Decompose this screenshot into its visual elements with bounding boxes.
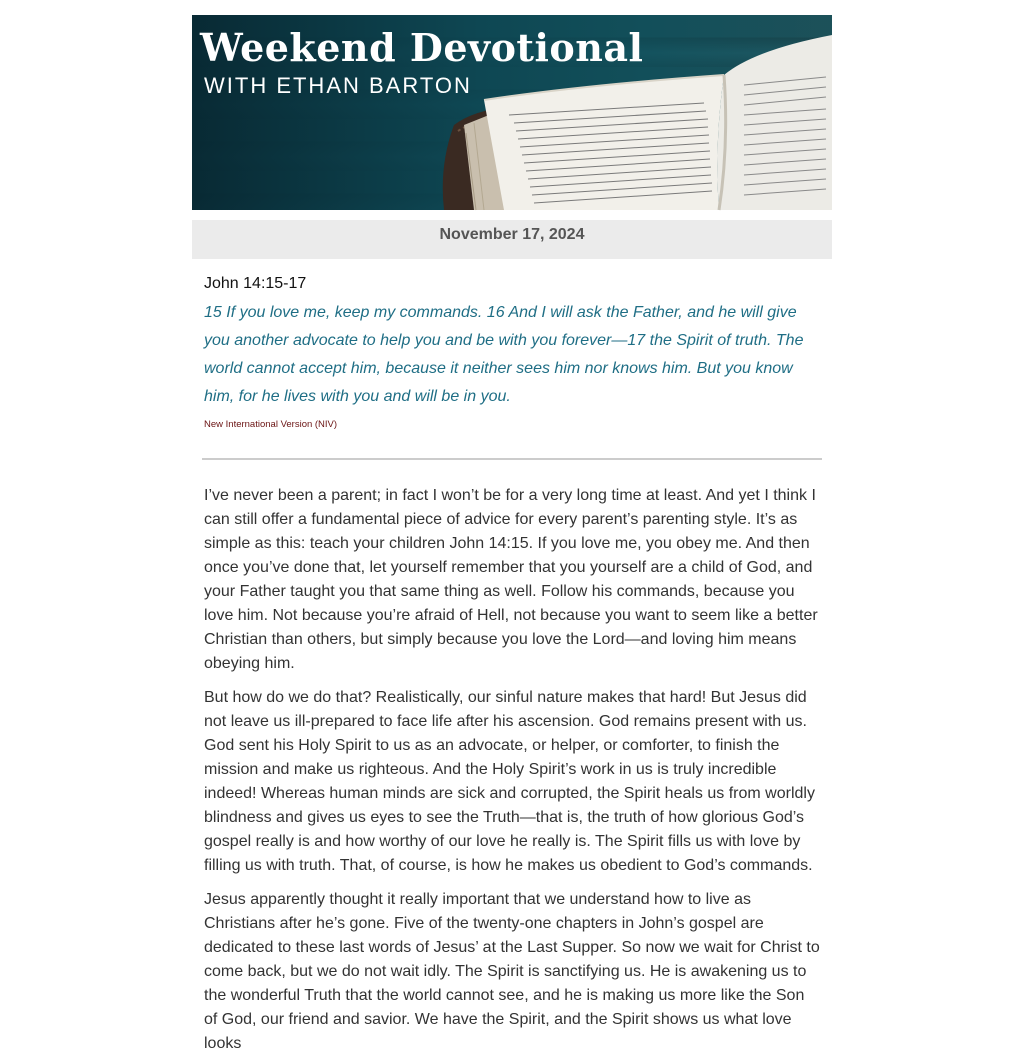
date-bar: November 17, 2024 <box>192 220 832 259</box>
banner-title: Weekend Devotional <box>200 25 644 70</box>
scripture-section <box>192 259 832 430</box>
scripture-reference: John 14:15-17 <box>204 275 307 292</box>
devotional-body <box>192 460 832 1056</box>
scripture-text: 15 If you love me, keep my commands. 16 And I will ask the Father, and he will give you another advocate to help you and be with you forever—17 the Spirit of truth. The world cannot accept him, because it neither sees him nor knows him. But you know him, for he lives with you and will be in you. <box>204 304 804 405</box>
devotional-paragraph: Jesus apparently thought it really important that we understand how to live as Christians after he’s gone. Five of the twenty-one chapters in John’s gospel are dedicated to these last words of Jesus’ at the Last Supper. So now we wait for Christ to come back, but we do not wait idly. The Spirit is sanctifying us. He is awakening us to the wonderful Truth that the world cannot see, and he is making us more like the Son of God, our friend and savior. We have the Spirit, and the Spirit shows us what love looks <box>204 891 820 1052</box>
bible-version: New International Version (NIV) <box>204 419 338 430</box>
header-banner <box>192 15 832 210</box>
email-container <box>192 0 832 1056</box>
devotional-paragraph: But how do we do that? Realistically, our sinful nature makes that hard! But Jesus did not leave us ill-prepared to face life after his ascension. God remains present with us. God sent his Holy Spirit to us as an advocate, or helper, or comforter, to finish the mission and make us righteous. And the Holy Spirit’s work in us is truly incredible indeed! Whereas human minds are sick and corrupted, the Spirit heals us from worldly blindness and gives us eyes to see the Truth—that is, the truth of how glorious God’s gospel really is and how worthy of our love he really is. The Spirit fills us with love by filling us with truth. That, of course, is how he makes us obedient to God’s commands. <box>204 689 815 874</box>
devotional-paragraph: I’ve never been a parent; in fact I won’t be for a very long time at least. And yet I think I can still offer a fundamental piece of advice for every parent’s parenting style. It’s as simple as this: teach your children John 14:15. If you love me, you obey me. And then once you’ve done that, let yourself remember that you yourself are a child of God, and your Father taught you that same thing as well. Follow his commands, because you love him. Not because you’re afraid of Hell, not because you want to seem like a better Christian than others, but simply because you love the Lord—and loving him means obeying him. <box>204 487 818 672</box>
banner-subtitle: WITH ETHAN BARTON <box>204 73 472 98</box>
